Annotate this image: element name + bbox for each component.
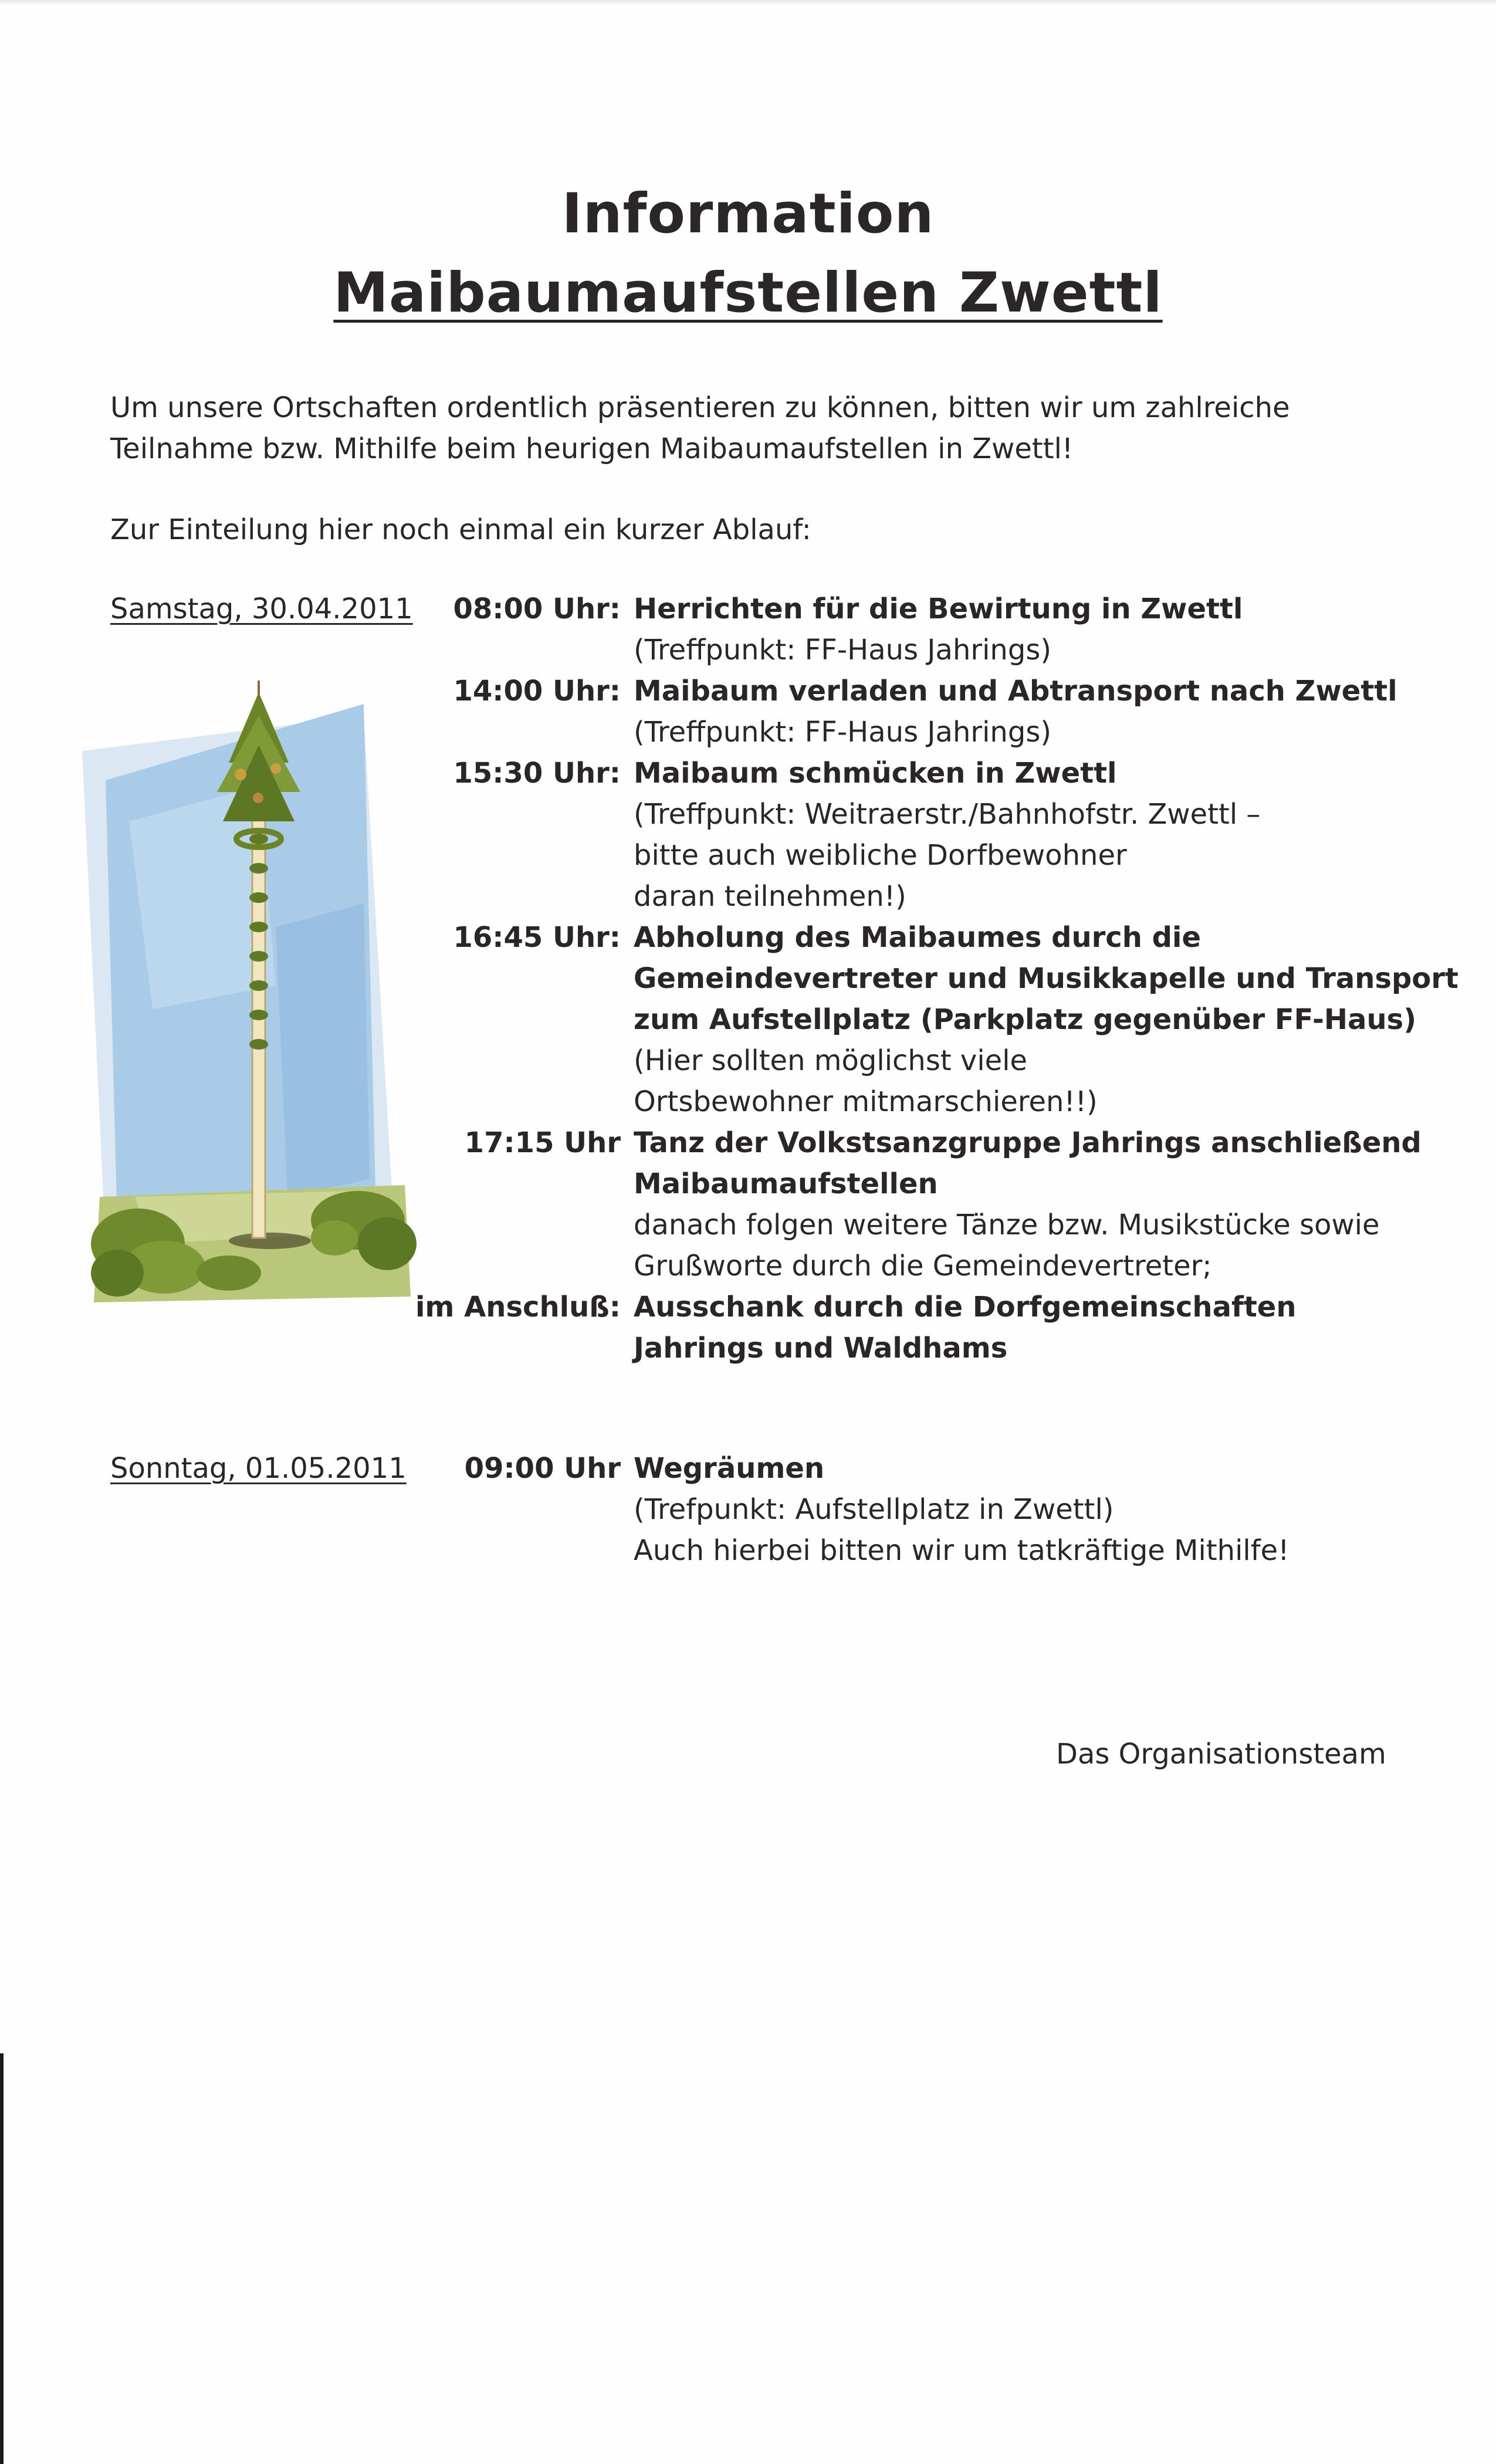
schedule-time: 09:00 Uhr	[464, 1452, 621, 1485]
sky-panel-shade	[276, 903, 370, 1197]
schedule-heading-line: Maibaum verladen und Abtransport nach Zwettl	[634, 675, 1397, 708]
intro-lead: Zur Einteilung hier noch einmal ein kurzer Ablauf:	[110, 513, 811, 546]
schedule-detail-line: (Treffpunkt: Weitraerstr./Bahnhofstr. Zwettl –	[634, 798, 1261, 831]
schedule-time: 16:45 Uhr:	[453, 921, 621, 954]
schedule-detail-line: Auch hierbei bitten wir um tatkräftige Mithilfe!	[634, 1534, 1289, 1567]
page-title: Information	[561, 182, 935, 246]
schedule-detail-line: Ortsbewohner mitmarschieren!!)	[634, 1085, 1098, 1118]
schedule-heading-line: Jahrings und Waldhams	[634, 1332, 1008, 1365]
schedule-description	[634, 1287, 1467, 1369]
schedule-heading-line: Herrichten für die Bewirtung in Zwettl	[634, 593, 1243, 625]
schedule-detail-line: (Trefpunkt: Aufstellplatz in Zwettl)	[634, 1493, 1114, 1526]
schedule-description	[634, 588, 1467, 671]
schedule-heading-line: Abholung des Maibaumes durch die	[634, 921, 1201, 954]
schedule-item	[411, 917, 1467, 1122]
schedule-saturday	[411, 588, 1467, 1369]
signature: Das Organisationsteam	[1056, 1738, 1386, 1771]
schedule-description	[634, 917, 1467, 1122]
schedule-item	[411, 671, 1467, 753]
date-sunday: Sonntag, 01.05.2011	[110, 1452, 407, 1485]
schedule-time: im Anschluß:	[415, 1291, 621, 1324]
schedule-heading-line: Maibaum schmücken in Zwettl	[634, 757, 1117, 790]
schedule-heading-line: Tanz der Volkstsanzgruppe Jahrings anschließend	[634, 1126, 1421, 1159]
schedule-description	[634, 671, 1467, 753]
schedule-detail-line: danach folgen weitere Tänze bzw. Musikstücke sowie	[634, 1209, 1380, 1241]
schedule-item	[411, 1448, 1467, 1571]
page-subtitle: Maibaumaufstellen Zwettl	[333, 261, 1163, 325]
schedule-heading-line: zum Aufstellplatz (Parkplatz gegenüber FF-Haus)	[634, 1003, 1417, 1036]
date-saturday: Samstag, 30.04.2011	[110, 593, 413, 625]
schedule-item	[411, 753, 1467, 917]
schedule-detail-line: (Treffpunkt: FF-Haus Jahrings)	[634, 716, 1052, 749]
schedule-heading-line: Ausschank durch die Dorfgemeinschaften	[634, 1291, 1297, 1324]
schedule-item	[411, 1122, 1467, 1287]
schedule-time: 14:00 Uhr:	[453, 675, 621, 708]
scan-edge-left	[0, 2053, 4, 2464]
schedule-time: 17:15 Uhr	[464, 1126, 621, 1159]
schedule-heading-line: Maibaumaufstellen	[634, 1167, 938, 1200]
intro-paragraph: Um unsere Ortschaften ordentlich präsentieren zu können, bitten wir um zahlreiche Teilnahme bzw. Mithilfe beim heurigen Maibaumaufstellen in Zwettl!	[110, 391, 1290, 465]
schedule-sunday	[411, 1448, 1467, 1571]
schedule-detail-line: daran teilnehmen!)	[634, 880, 906, 913]
schedule-time: 08:00 Uhr:	[453, 593, 621, 625]
schedule-heading-line: Wegräumen	[634, 1452, 825, 1485]
schedule-item	[411, 588, 1467, 671]
schedule-detail-line: (Hier sollten möglichst viele	[634, 1044, 1028, 1077]
schedule-time: 15:30 Uhr:	[453, 757, 621, 790]
schedule-detail-line: Grußworte durch die Gemeindevertreter;	[634, 1250, 1212, 1282]
scan-edge-top	[0, 0, 1496, 6]
schedule-item	[411, 1287, 1467, 1369]
pole-shadow	[229, 1233, 311, 1249]
schedule-heading-line: Gemeindevertreter und Musikkapelle und Transport	[634, 962, 1458, 995]
schedule-detail-line: bitte auch weibliche Dorfbewohner	[634, 839, 1127, 872]
maypole-illustration	[82, 681, 417, 1314]
schedule-description	[634, 1448, 1467, 1571]
schedule-description	[634, 753, 1467, 917]
schedule-description	[634, 1122, 1467, 1287]
schedule-detail-line: (Treffpunkt: FF-Haus Jahrings)	[634, 634, 1052, 666]
